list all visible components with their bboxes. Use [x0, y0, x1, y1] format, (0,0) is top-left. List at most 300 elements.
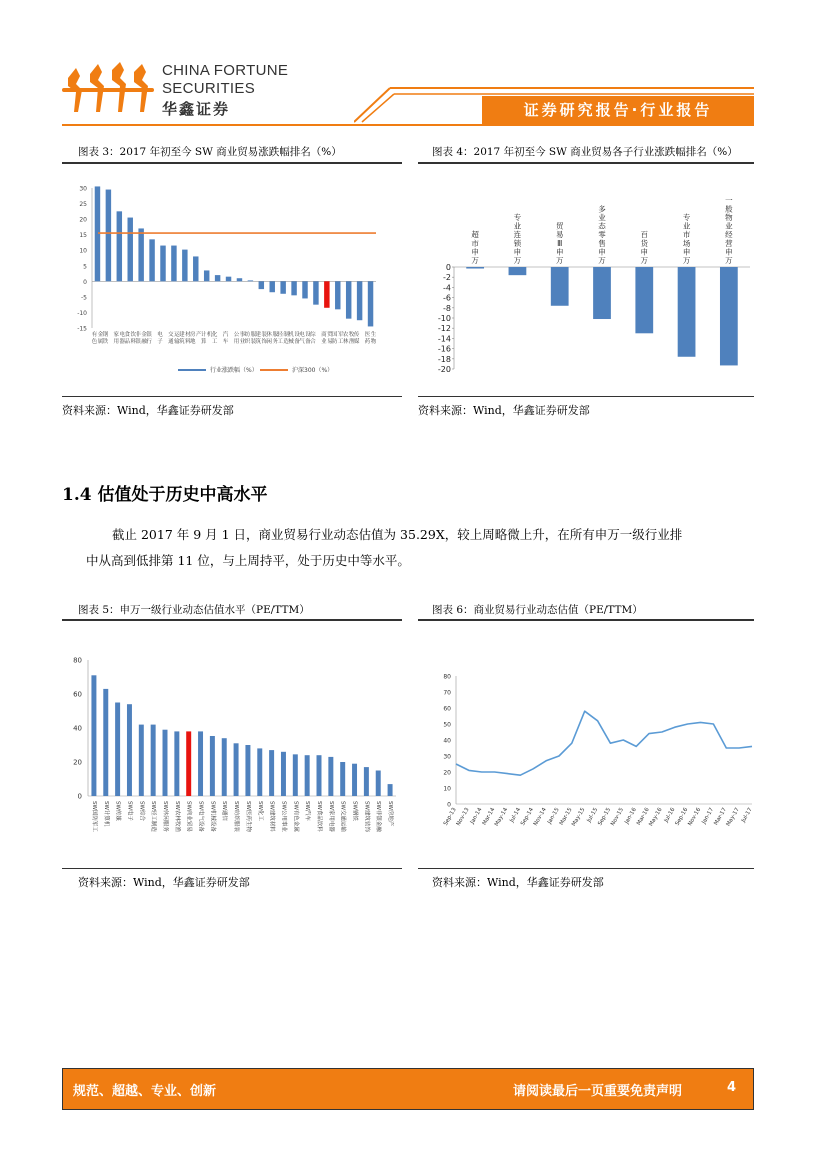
legend-swatch-industry [178, 369, 206, 371]
x-tick-label: May-16 [648, 807, 664, 828]
x-label-char: 林 [342, 339, 349, 345]
x-label-char: 百 [640, 230, 649, 240]
x-label-char: 一 [725, 195, 733, 205]
x-label-char: 器 [119, 339, 126, 345]
y-tick-label: -5 [81, 294, 87, 302]
x-tick-label: Sep-14 [520, 807, 535, 827]
x-label-char: 易 [327, 339, 333, 345]
bar-一般物业经营Ⅲ申万 [720, 267, 738, 365]
y-tick-label: -10 [77, 309, 87, 317]
y-tick-label: 0 [83, 278, 87, 286]
footer-page-number: 4 [727, 1080, 737, 1095]
bar-家用电器 [117, 211, 122, 281]
x-label-char: 有 [91, 332, 98, 338]
bar-SW建筑材料 [269, 750, 274, 796]
figure-3-top-rule [62, 162, 402, 164]
x-label-char: 气 [299, 339, 305, 345]
figure-4-source: 资料来源：Wind，华鑫证券研发部 [418, 404, 590, 417]
bar-交通运输 [171, 246, 176, 282]
x-tick-label: SW医药生物 [244, 801, 251, 832]
bar-SW房地产 [388, 784, 393, 796]
y-tick-label: 15 [79, 232, 87, 240]
y-tick-label: 25 [79, 201, 87, 209]
y-tick-label: 30 [79, 185, 87, 193]
y-tick-label: 30 [443, 753, 451, 761]
logo-text-en-1: CHINA FORTUNE [162, 62, 289, 79]
x-label-char: 地 [190, 339, 196, 345]
legend-label-hs300: 沪深300（%） [292, 367, 334, 374]
y-tick-label: -18 [437, 354, 451, 364]
x-label-char: 化 [211, 332, 218, 338]
x-label-char: 事 [239, 332, 246, 338]
x-label-char: 防 [332, 339, 338, 345]
bar-建筑装饰 [259, 281, 264, 289]
x-label-char: 筑 [179, 339, 185, 345]
y-tick-label: 20 [79, 216, 87, 224]
y-tick-label: 0 [77, 792, 82, 801]
x-label-char: 货 [640, 238, 649, 248]
y-tick-label: 10 [443, 785, 451, 793]
figure-3-caption: 图表 3：2017 年初至今 SW 商业贸易涨跌幅排名（%） [78, 146, 342, 158]
x-label-char: 备 [294, 339, 300, 345]
bar-SW计算机 [103, 689, 108, 796]
x-label-char: 筑 [255, 339, 262, 345]
bar-SW非银金融 [376, 771, 381, 797]
y-tick-label: -2 [443, 273, 451, 283]
x-label-char: 态 [598, 221, 606, 231]
x-tick-label: Mar-15 [558, 807, 574, 827]
x-label-char: 运 [174, 332, 180, 338]
x-label-char: 超 [471, 230, 479, 240]
x-tick-label: Sep-15 [597, 807, 613, 827]
x-label-char: 工 [338, 339, 344, 345]
bar-SW轻工制造 [151, 725, 156, 796]
x-label-char: 锁 [513, 238, 522, 248]
x-label-char: 公 [233, 332, 240, 338]
bar-钢铁 [106, 190, 111, 282]
bar-房地产 [193, 256, 198, 281]
bar-百货Ⅲ申万 [635, 267, 653, 333]
x-label-char: 输 [174, 339, 180, 345]
figure-6-source: 资料来源：Wind，华鑫证券研发部 [432, 876, 604, 889]
x-label-char: 织 [244, 339, 251, 345]
y-tick-label: -4 [443, 283, 451, 293]
x-label-char: 万 [725, 256, 733, 265]
bar-SW化工 [257, 748, 262, 796]
company-logo-mark [62, 60, 158, 124]
x-tick-label: Jul-16 [663, 807, 677, 824]
x-label-char: 备 [305, 339, 311, 345]
chart-pe-ttm-sw-industries [62, 646, 402, 856]
x-label-char: 料 [185, 339, 191, 345]
x-tick-label: Jan-14 [469, 807, 484, 826]
x-label-char: 生 [370, 332, 377, 338]
bar-综合 [313, 281, 318, 304]
y-tick-label: 50 [443, 721, 451, 729]
x-label-char: 国 [332, 332, 338, 338]
x-label-char: 银 [146, 332, 152, 338]
x-label-char: 军 [338, 332, 344, 338]
footer-disclaimer-link[interactable]: 请阅读最后一页重要免责声明 [513, 1084, 683, 1099]
x-label-char: 农 [342, 332, 349, 338]
x-label-char: 房 [190, 332, 196, 338]
x-tick-label: Mar-16 [636, 807, 651, 827]
x-label-char: 工 [211, 339, 218, 345]
x-label-char: 色 [91, 339, 98, 345]
figure-3-source: 资料来源：Wind，华鑫证券研发部 [62, 404, 234, 417]
report-type-banner: 证券研究报告·行业报告 [482, 96, 754, 124]
x-label-char: 多 [598, 204, 606, 214]
logo-text-en-2: SECURITIES [162, 80, 256, 97]
x-label-char: 计 [200, 332, 207, 338]
bar-专业市场Ⅲ申万 [678, 267, 696, 357]
x-label-char: 装 [261, 332, 268, 338]
bar-电子 [160, 246, 165, 282]
bar-医药生物 [368, 281, 373, 326]
x-label-char: 电 [299, 332, 305, 338]
x-label-char: 用 [113, 339, 120, 345]
x-label-char: 交 [168, 332, 174, 338]
x-label-char: 材 [185, 332, 191, 338]
x-tick-label: Nov-13 [455, 807, 471, 827]
bar-SW钢铁 [352, 764, 357, 796]
chart-sub-industry-ranking [420, 168, 754, 386]
x-label-char: 属 [97, 339, 104, 345]
x-label-char: 申 [598, 247, 606, 257]
x-label-char: 服 [272, 332, 278, 338]
bar-SW电气设备 [198, 731, 203, 796]
y-tick-label: -6 [443, 293, 451, 303]
x-label-char: 铁 [102, 339, 109, 345]
x-label-char: 品 [124, 339, 130, 345]
x-label-char: 申 [513, 247, 522, 257]
x-tick-label: SW汽车 [304, 801, 311, 821]
footer-slogan: 规范、超越、专业、创新 [73, 1084, 217, 1099]
x-label-char: 经 [725, 230, 733, 240]
x-label-char: 业 [682, 221, 691, 231]
bar-计算机 [204, 270, 209, 281]
x-tick-label: SW传媒 [114, 801, 121, 821]
bar-非银金融 [138, 228, 143, 281]
bar-农林牧渔 [346, 281, 351, 318]
x-label-char: 休 [266, 332, 272, 338]
x-label-char: 渔 [348, 339, 355, 345]
x-label-char: 饰 [261, 339, 268, 345]
x-label-char: 营 [725, 238, 733, 248]
bar-电气设备 [302, 281, 307, 298]
x-tick-label: May-17 [725, 807, 741, 828]
bar-SW商业贸易 [186, 731, 191, 796]
x-label-char: 物 [370, 339, 377, 345]
x-label-char: 市 [471, 238, 479, 248]
y-tick-label: 60 [443, 705, 451, 713]
bar-SW国防军工 [91, 675, 96, 796]
x-label-char: 饮 [130, 332, 136, 338]
y-tick-label: 5 [83, 263, 87, 271]
x-tick-label: SW建筑材料 [268, 801, 275, 832]
x-tick-label: SW钢铁 [351, 801, 358, 821]
y-tick-label: -12 [437, 324, 451, 334]
x-tick-label: SW化工 [256, 801, 263, 821]
x-label-char: 子 [157, 339, 163, 345]
x-tick-label: SW建筑装饰 [363, 801, 370, 832]
x-label-char: 银 [135, 339, 141, 345]
figure-6-caption: 图表 6：商业贸易行业动态估值（PE/TTM） [432, 604, 643, 616]
x-label-char: 金 [141, 332, 147, 338]
x-label-char: 造 [283, 339, 289, 345]
y-tick-label: 10 [79, 247, 87, 255]
x-tick-label: May-15 [571, 807, 587, 828]
x-label-char: 牧 [348, 332, 355, 338]
x-label-char: 纺 [244, 332, 251, 338]
bar-SW休闲服务 [163, 730, 168, 796]
y-tick-label: -8 [443, 303, 451, 313]
bar-SW农林牧渔 [174, 731, 179, 796]
x-label-char: 综 [310, 332, 316, 338]
x-tick-label: Jan-17 [701, 807, 716, 826]
figure-5-source: 资料来源：Wind，华鑫证券研发部 [78, 876, 250, 889]
x-tick-label: Jul-14 [509, 807, 523, 824]
x-label-char: 零 [598, 230, 606, 240]
x-tick-label: Jul-15 [586, 807, 600, 824]
x-label-char: 业 [239, 339, 246, 345]
y-tick-label: 40 [443, 737, 451, 745]
bar-公用事业 [237, 278, 242, 281]
y-tick-label: 0 [447, 801, 451, 809]
figure-5-top-rule [62, 619, 402, 621]
x-label-char: 申 [682, 247, 691, 257]
x-label-char: 业 [321, 339, 327, 345]
x-label-char: 金 [97, 332, 104, 338]
bar-SW医药生物 [245, 745, 250, 796]
section-paragraph-line-2: 中从高到低排第 11 位，与上周持平，处于历史中等水平。 [86, 553, 410, 568]
figure-6-bottom-rule [418, 868, 754, 869]
y-tick-label: 80 [443, 673, 451, 681]
x-label-char: 售 [598, 238, 606, 248]
x-label-char: 物 [725, 213, 733, 222]
figure-4-bottom-rule [418, 396, 754, 397]
x-tick-label: SW休闲服务 [162, 801, 168, 832]
y-tick-label: 70 [443, 689, 451, 697]
x-label-char: 万 [682, 256, 691, 265]
x-label-char: 贸 [555, 221, 564, 231]
x-label-char: 务 [272, 339, 278, 345]
bar-休闲服务 [270, 281, 275, 292]
x-label-char: 万 [471, 256, 479, 265]
bar-SW建筑装饰 [364, 767, 369, 796]
x-label-char: 非 [135, 332, 141, 338]
legend-swatch-hs300 [260, 369, 288, 371]
bar-SW有色金属 [293, 754, 298, 796]
x-label-char: 专 [682, 213, 691, 222]
x-label-char: 传 [353, 332, 360, 338]
figure-6-top-rule [418, 619, 754, 621]
bar-SW交通运输 [340, 762, 345, 796]
x-tick-label: Mar-17 [713, 807, 728, 827]
x-label-char: 万 [598, 256, 606, 265]
bar-专业连锁Ⅲ申万 [509, 267, 527, 275]
bar-SW综合 [139, 725, 144, 796]
y-tick-label: -16 [437, 344, 451, 354]
x-label-char: 闲 [266, 339, 272, 345]
x-label-char: 万 [640, 256, 649, 265]
x-label-char: 万 [513, 256, 522, 265]
x-label-char: Ⅲ [557, 238, 563, 248]
x-tick-label: SW轻工制造 [150, 801, 157, 832]
y-tick-label: -15 [77, 325, 87, 333]
x-tick-label: Sep-16 [674, 807, 690, 827]
x-label-char: 产 [196, 332, 202, 338]
bar-SW机械设备 [210, 736, 215, 796]
y-tick-label: -14 [437, 334, 451, 344]
x-label-char: 市 [682, 230, 691, 240]
bar-食品饮料 [128, 218, 133, 282]
page-footer [62, 1068, 754, 1110]
bar-纺织服装 [248, 280, 253, 281]
x-label-char: 轻 [277, 332, 283, 338]
x-label-char: 专 [513, 213, 522, 222]
bar-SW纺织服装 [234, 743, 239, 796]
y-tick-label: -20 [437, 365, 451, 374]
x-label-char: 媒 [353, 339, 360, 345]
x-label-char: 申 [640, 247, 649, 257]
section-heading: 1.4 估值处于历史中高水平 [62, 485, 268, 505]
bar-轻工制造 [280, 281, 285, 293]
bar-银行 [149, 239, 154, 281]
x-tick-label: Jan-15 [546, 807, 561, 826]
x-tick-label: SW国防军工 [90, 801, 97, 832]
x-label-char: 申 [725, 247, 733, 257]
x-tick-label: SW非银金融 [375, 801, 382, 832]
x-label-char: 贸 [327, 332, 333, 338]
bar-化工 [215, 275, 220, 281]
x-label-char: 建 [255, 332, 262, 338]
x-label-char: 设 [294, 332, 300, 338]
x-tick-label: SW房地产 [387, 801, 394, 827]
x-tick-label: Jan-16 [623, 807, 638, 826]
x-label-char: 行 [146, 339, 152, 345]
x-tick-label: SW有色金属 [292, 801, 299, 832]
bar-国防军工 [335, 281, 340, 309]
x-tick-label: SW家用电器 [327, 801, 334, 832]
x-tick-label: SW农林牧渔 [173, 801, 180, 832]
x-tick-label: SW纺织服装 [233, 801, 240, 832]
x-label-char: 合 [310, 339, 316, 345]
x-tick-label: SW通信 [221, 801, 228, 821]
x-label-char: 业 [513, 221, 522, 231]
x-label-char: 电 [157, 332, 163, 338]
x-tick-label: SW商业贸易 [185, 801, 192, 832]
x-label-char: 融 [141, 339, 147, 345]
y-tick-label: -10 [437, 314, 451, 323]
x-label-char: 业 [725, 221, 733, 231]
x-label-char: 易 [555, 230, 564, 240]
x-tick-label: Mar-14 [481, 807, 497, 827]
x-tick-label: SW交通运输 [339, 801, 346, 832]
legend-label-industry: 行业涨跌幅（%） [210, 367, 258, 374]
y-tick-label: 80 [73, 656, 82, 665]
bar-SW电子 [127, 704, 132, 796]
y-tick-label: 60 [73, 690, 82, 699]
x-label-char: 汽 [222, 332, 229, 338]
x-tick-label: SW机械设备 [209, 801, 216, 832]
bar-汽车 [226, 277, 231, 282]
x-label-char: 申 [471, 247, 479, 257]
bar-SW家用电器 [328, 757, 333, 796]
logo-text-cn: 华鑫证券 [162, 100, 231, 118]
x-tick-label: SW公用事业 [280, 801, 287, 832]
x-tick-label: Sep-13 [442, 807, 458, 827]
x-label-char: 车 [222, 339, 229, 345]
chart-commerce-pe-ttm-history [424, 666, 754, 856]
bar-SW食品饮料 [317, 755, 322, 796]
x-tick-label: Jul-17 [740, 807, 754, 824]
x-label-char: 工 [277, 339, 283, 345]
figure-3-bottom-rule [62, 396, 402, 397]
bar-SW传媒 [115, 703, 120, 797]
x-label-char: 建 [179, 332, 185, 338]
x-tick-label: Nov-16 [687, 807, 703, 827]
bar-建筑材料 [182, 250, 187, 282]
section-paragraph-line-1: 截止 2017 年 9 月 1 日，商业贸易行业动态估值为 35.29X，较上周略微上升，在所有申万一级行业排 [112, 527, 683, 542]
x-label-char: 业 [598, 213, 606, 222]
bar-超市Ⅲ申万 [466, 267, 484, 269]
x-label-char: 机 [206, 332, 213, 338]
x-label-char: 机 [288, 332, 294, 338]
x-tick-label: SW综合 [138, 801, 145, 821]
header-rule [62, 124, 754, 126]
bar-SW公用事业 [281, 752, 286, 796]
figure-4-caption: 图表 4：2017 年初至今 SW 商业贸易各子行业涨跌幅排名（%） [432, 146, 738, 158]
x-label-char: 算 [200, 339, 207, 345]
x-label-char: 通 [168, 339, 174, 345]
x-label-char: 商 [321, 332, 327, 338]
x-label-char: 料 [130, 339, 136, 345]
x-label-char: 药 [364, 339, 371, 345]
bar-多业态零售申万 [593, 267, 611, 319]
x-label-char: 装 [250, 339, 257, 345]
x-label-char: 食 [124, 332, 130, 338]
x-label-char: 械 [288, 339, 294, 345]
x-tick-label: May-14 [493, 807, 510, 828]
y-tick-label: 20 [443, 769, 451, 777]
bar-SW汽车 [305, 755, 310, 796]
y-tick-label: 40 [73, 724, 82, 733]
x-label-char: 钢 [102, 332, 109, 338]
x-label-char: 万 [555, 256, 564, 265]
y-tick-label: 20 [73, 758, 82, 767]
figure-5-bottom-rule [62, 868, 402, 869]
bar-机械设备 [291, 281, 296, 295]
bar-SW通信 [222, 738, 227, 796]
chart-sw-commerce-ranking [62, 172, 402, 382]
x-label-char: 用 [233, 339, 240, 345]
x-tick-label: SW计算机 [102, 801, 109, 827]
bar-商业贸易 [324, 281, 329, 307]
x-label-char: 场 [682, 238, 691, 248]
x-label-char: 电 [119, 332, 126, 338]
x-label-char: 家 [113, 332, 120, 338]
x-label-char: 服 [250, 332, 257, 338]
x-label-char: 设 [305, 332, 311, 338]
bar-传媒 [357, 281, 362, 320]
pe-ttm-line [456, 711, 752, 775]
x-tick-label: Nov-15 [610, 807, 626, 827]
y-tick-label: 0 [445, 263, 451, 272]
x-label-char: 申 [555, 247, 564, 257]
x-label-char: 般 [725, 204, 733, 214]
x-label-char: 连 [513, 230, 522, 240]
